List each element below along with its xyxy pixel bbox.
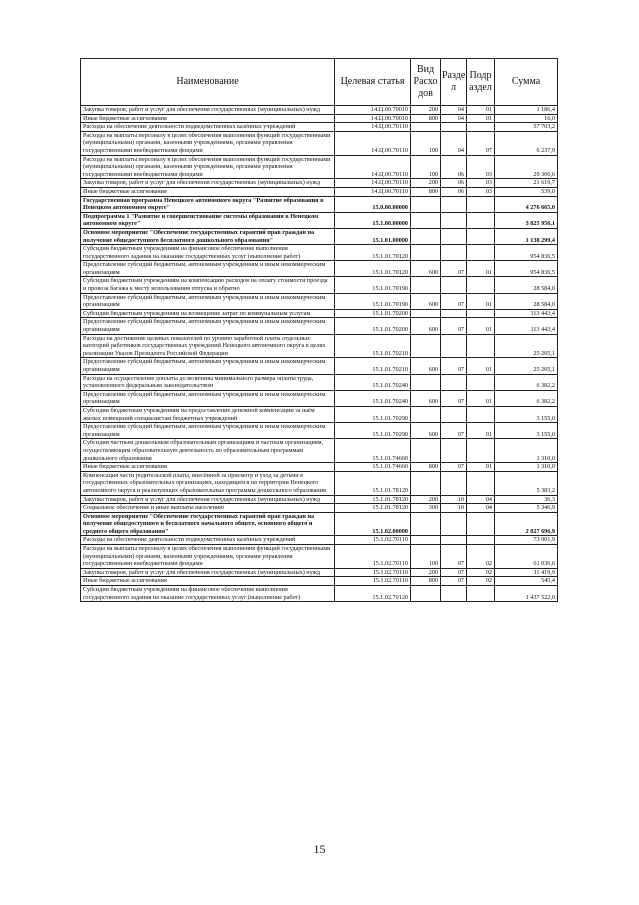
cell-podr xyxy=(467,586,495,602)
cell-sum: 1 310,0 xyxy=(495,439,558,463)
table-row xyxy=(81,123,558,132)
cell-razd xyxy=(441,277,467,293)
cell-sum: 61 036,6 xyxy=(495,545,558,569)
cell-vid: 600 xyxy=(411,293,441,309)
cell-podr xyxy=(467,309,495,318)
table-header-row xyxy=(81,59,558,106)
cell-name: Закупка товаров, работ и услуг для обеспечения государственных (муниципальных) нужд xyxy=(81,179,335,188)
cell-vid: 600 xyxy=(411,423,441,439)
cell-name: Иные бюджетные ассигнования xyxy=(81,577,335,586)
cell-podr: 01 xyxy=(467,463,495,472)
table-row xyxy=(81,196,558,212)
cell-podr: 02 xyxy=(467,545,495,569)
table-row xyxy=(81,586,558,602)
cell-razd: 04 xyxy=(441,131,467,155)
cell-razd: 07 xyxy=(441,390,467,406)
cell-podr: 01 xyxy=(467,390,495,406)
cell-vid xyxy=(411,512,441,536)
cell-razd: 07 xyxy=(441,318,467,334)
cell-razd: 07 xyxy=(441,261,467,277)
cell-razd: 07 xyxy=(441,358,467,374)
cell-sum: 73 001,9 xyxy=(495,536,558,545)
cell-code: 15.1.01.70210 xyxy=(335,334,411,358)
cell-name: Предоставление субсидий бюджетным, автономным учреждениям и иным некоммерческим организациям xyxy=(81,293,335,309)
cell-code: 15.1.01.78120 xyxy=(335,495,411,504)
cell-sum: 36,3 xyxy=(495,495,558,504)
cell-razd xyxy=(441,245,467,261)
cell-vid: 600 xyxy=(411,318,441,334)
cell-podr: 02 xyxy=(467,577,495,586)
cell-sum: 6 382,2 xyxy=(495,374,558,390)
cell-podr: 01 xyxy=(467,114,495,123)
table-row xyxy=(81,155,558,179)
cell-vid: 800 xyxy=(411,463,441,472)
cell-name: Расходы на осуществление доплаты до величины минимального размера оплаты труда, установленного федеральным законодательством xyxy=(81,374,335,390)
table-row xyxy=(81,512,558,536)
cell-razd: 07 xyxy=(441,577,467,586)
cell-razd xyxy=(441,196,467,212)
cell-razd: 06 xyxy=(441,179,467,188)
cell-name: Расходы на достижение целевых показателей по уровню заработной платы отдельных категорий работников государственных учреждений Ненецкого автономного округа в целях реализации Указов Президента Российской Федерации xyxy=(81,334,335,358)
cell-sum: 539,0 xyxy=(495,187,558,196)
cell-name: Основное мероприятие "Обеспечение государственных гарантий прав граждан на получение общедоступного бесплатного дошкольного образования" xyxy=(81,228,335,244)
cell-podr: 03 xyxy=(467,155,495,179)
cell-razd: 07 xyxy=(441,423,467,439)
table-row xyxy=(81,495,558,504)
cell-code: 14.Ц.00.70010 xyxy=(335,114,411,123)
cell-vid: 200 xyxy=(411,179,441,188)
cell-sum: 1 310,0 xyxy=(495,463,558,472)
cell-vid xyxy=(411,471,441,495)
cell-sum: 113 443,4 xyxy=(495,318,558,334)
cell-code: 15.1.02.70120 xyxy=(335,586,411,602)
table-row xyxy=(81,114,558,123)
cell-name: Субсидии бюджетным учреждениям на финансовое обеспечение выполнения государственного задания на оказание государственных услуг (выполнение работ) xyxy=(81,245,335,261)
table-row xyxy=(81,358,558,374)
cell-podr xyxy=(467,245,495,261)
cell-sum: 25 205,1 xyxy=(495,334,558,358)
cell-code: 15.1.01.70240 xyxy=(335,374,411,390)
cell-name: Закупка товаров, работ и услуг для обеспечения государственных (муниципальных) нужд xyxy=(81,106,335,115)
cell-razd: 06 xyxy=(441,155,467,179)
table-row xyxy=(81,406,558,422)
cell-name: Предоставление субсидий бюджетным, автономным учреждениям и иным некоммерческим организациям xyxy=(81,423,335,439)
cell-name: Основное мероприятие "Обеспечение государственных гарантий прав граждан на получение общедоступного и бесплатного начального общего, основного общего и среднего общего образования" xyxy=(81,512,335,536)
table-row xyxy=(81,228,558,244)
cell-code: 15.1.01.70200 xyxy=(335,318,411,334)
cell-podr xyxy=(467,536,495,545)
cell-sum: 1 138 299,4 xyxy=(495,228,558,244)
table-row xyxy=(81,463,558,472)
cell-name: Предоставление субсидий бюджетным, автономным учреждениям и иным некоммерческим организациям xyxy=(81,261,335,277)
cell-razd xyxy=(441,374,467,390)
cell-podr: 02 xyxy=(467,568,495,577)
cell-podr: 07 xyxy=(467,131,495,155)
table-body xyxy=(81,106,558,602)
cell-code: 14.Ц.00.70110 xyxy=(335,155,411,179)
cell-vid xyxy=(411,536,441,545)
cell-podr xyxy=(467,334,495,358)
cell-code: 15.1.01.70290 xyxy=(335,406,411,422)
cell-razd: 04 xyxy=(441,114,467,123)
cell-razd xyxy=(441,123,467,132)
cell-vid: 100 xyxy=(411,155,441,179)
cell-code: 14.Ц.00.70010 xyxy=(335,106,411,115)
cell-podr xyxy=(467,374,495,390)
cell-code: 15.1.02.70110 xyxy=(335,577,411,586)
cell-vid: 100 xyxy=(411,545,441,569)
cell-razd xyxy=(441,471,467,495)
header-sum: Сумма xyxy=(495,59,558,106)
cell-razd: 07 xyxy=(441,463,467,472)
cell-sum: 28 584,0 xyxy=(495,277,558,293)
table-row xyxy=(81,245,558,261)
cell-sum: 1 437 522,0 xyxy=(495,586,558,602)
cell-podr: 04 xyxy=(467,504,495,513)
cell-podr: 03 xyxy=(467,179,495,188)
cell-razd: 04 xyxy=(441,106,467,115)
cell-code: 15.1.01.00000 xyxy=(335,228,411,244)
cell-sum: 954 836,5 xyxy=(495,261,558,277)
cell-code: 14.Ц.00.70110 xyxy=(335,187,411,196)
cell-sum: 21 619,7 xyxy=(495,179,558,188)
cell-code: 15.1.01.70190 xyxy=(335,277,411,293)
cell-code: 15.1.01.70190 xyxy=(335,293,411,309)
cell-name: Предоставление субсидий бюджетным, автономным учреждениям и иным некоммерческим организациям xyxy=(81,358,335,374)
cell-sum: 5 346,9 xyxy=(495,504,558,513)
cell-sum: 16,0 xyxy=(495,114,558,123)
header-code: Целевая статья xyxy=(335,59,411,106)
cell-vid xyxy=(411,406,441,422)
cell-sum: 28 584,0 xyxy=(495,293,558,309)
header-podr: Подр аздел xyxy=(467,59,495,106)
cell-vid xyxy=(411,586,441,602)
table-row xyxy=(81,334,558,358)
cell-sum: 6 382,2 xyxy=(495,390,558,406)
cell-razd xyxy=(441,512,467,536)
table-row xyxy=(81,536,558,545)
cell-podr: 03 xyxy=(467,187,495,196)
table-row xyxy=(81,106,558,115)
cell-sum: 954 836,5 xyxy=(495,245,558,261)
cell-vid: 600 xyxy=(411,261,441,277)
table-row xyxy=(81,309,558,318)
table-row xyxy=(81,471,558,495)
cell-vid: 600 xyxy=(411,390,441,406)
cell-name: Расходы на обеспечение деятельности подведомственных казённых учреждений xyxy=(81,123,335,132)
budget-table xyxy=(80,58,558,602)
cell-code: 15.1.01.70210 xyxy=(335,358,411,374)
cell-vid xyxy=(411,123,441,132)
cell-vid: 200 xyxy=(411,568,441,577)
cell-razd xyxy=(441,586,467,602)
table-row xyxy=(81,423,558,439)
cell-razd: 10 xyxy=(441,504,467,513)
cell-sum: 29 306,6 xyxy=(495,155,558,179)
cell-code: 14.Ц.00.70110 xyxy=(335,123,411,132)
cell-sum: 11 419,9 xyxy=(495,568,558,577)
cell-code: 15.1.02.70110 xyxy=(335,536,411,545)
table-row xyxy=(81,261,558,277)
cell-name: Расходы на выплаты персоналу в целях обеспечения выполнения функций государственными (муниципальными) органами, казенными учреждениями, органами управления государственными внебюджетными фондами xyxy=(81,131,335,155)
cell-podr xyxy=(467,228,495,244)
cell-name: Расходы на выплаты персоналу в целях обеспечения выполнения функций государственными (муниципальными) органами, казенными учреждениями, органами управления государственными внебюджетными фондами xyxy=(81,155,335,179)
cell-vid xyxy=(411,439,441,463)
cell-vid xyxy=(411,212,441,228)
cell-name: Субсидии бюджетным учреждениям на компенсацию расходов на оплату стоимости проезда и провоза багажа к месту использования отпуска и обратно xyxy=(81,277,335,293)
cell-code: 15.1.02.70110 xyxy=(335,568,411,577)
cell-podr: 01 xyxy=(467,261,495,277)
cell-podr xyxy=(467,512,495,536)
cell-podr xyxy=(467,123,495,132)
header-name: Наименование xyxy=(81,59,335,106)
cell-code: 15.1.01.70120 xyxy=(335,261,411,277)
cell-code: 15.1.01.78120 xyxy=(335,504,411,513)
cell-podr: 04 xyxy=(467,495,495,504)
cell-name: Субсидии бюджетным учреждениям на возмещение затрат по коммунальным услугам xyxy=(81,309,335,318)
cell-code: 14.Ц.00.70110 xyxy=(335,179,411,188)
cell-sum: 113 443,4 xyxy=(495,309,558,318)
cell-vid xyxy=(411,245,441,261)
cell-podr xyxy=(467,212,495,228)
cell-vid: 800 xyxy=(411,114,441,123)
cell-code: 15.1.01.70200 xyxy=(335,309,411,318)
cell-code: 15.1.01.74660 xyxy=(335,439,411,463)
cell-name: Иные бюджетные ассигнования xyxy=(81,463,335,472)
table-row xyxy=(81,131,558,155)
cell-sum: 3 155,0 xyxy=(495,406,558,422)
cell-name: Компенсация части родительской платы, внесённой за присмотр и уход за детьми в государственных образовательных организациях, находящихся на территории Ненецкого автономного округа и реализующих образовательные программы дошкольного образования xyxy=(81,471,335,495)
cell-code: 15.1.01.70120 xyxy=(335,245,411,261)
cell-vid: 800 xyxy=(411,577,441,586)
table-row xyxy=(81,545,558,569)
cell-code: 15.1.01.78120 xyxy=(335,471,411,495)
cell-vid: 300 xyxy=(411,504,441,513)
table-row xyxy=(81,179,558,188)
cell-code: 15.1.01.70240 xyxy=(335,390,411,406)
header-vid: Вид Расхо дов xyxy=(411,59,441,106)
cell-razd xyxy=(441,406,467,422)
page-number: 15 xyxy=(313,842,326,856)
table-row xyxy=(81,568,558,577)
cell-name: Предоставление субсидий бюджетным, автономным учреждениям и иным некоммерческим организациям xyxy=(81,318,335,334)
cell-vid xyxy=(411,374,441,390)
table-row xyxy=(81,212,558,228)
cell-name: Иные бюджетные ассигнования xyxy=(81,187,335,196)
cell-vid xyxy=(411,309,441,318)
cell-code: 15.1.02.00000 xyxy=(335,512,411,536)
cell-name: Закупка товаров, работ и услуг для обеспечения государственных (муниципальных) нужд xyxy=(81,568,335,577)
cell-sum: 25 205,1 xyxy=(495,358,558,374)
cell-podr xyxy=(467,471,495,495)
cell-razd: 07 xyxy=(441,568,467,577)
cell-name: Предоставление субсидий бюджетным, автономным учреждениям и иным некоммерческим организациям xyxy=(81,390,335,406)
cell-name: Расходы на обеспечение деятельности подведомственных казённых учреждений xyxy=(81,536,335,545)
cell-vid: 600 xyxy=(411,358,441,374)
cell-razd xyxy=(441,309,467,318)
cell-vid: 200 xyxy=(411,106,441,115)
cell-vid: 200 xyxy=(411,495,441,504)
cell-name: Государственная программа Ненецкого автономного округа "Развитие образования в Ненецком автономном округе" xyxy=(81,196,335,212)
cell-razd xyxy=(441,228,467,244)
cell-sum: 4 276 665,0 xyxy=(495,196,558,212)
cell-name: Социальное обеспечение и иные выплаты населению xyxy=(81,504,335,513)
cell-sum: 1 186,4 xyxy=(495,106,558,115)
cell-razd xyxy=(441,439,467,463)
cell-podr xyxy=(467,196,495,212)
cell-name: Субсидии бюджетным учреждениям на предоставление денежной компенсации за наём жилых помещений специалистам бюджетных учреждений xyxy=(81,406,335,422)
cell-razd xyxy=(441,212,467,228)
cell-vid: 800 xyxy=(411,187,441,196)
cell-podr xyxy=(467,439,495,463)
cell-sum: 2 027 696,9 xyxy=(495,512,558,536)
cell-podr: 01 xyxy=(467,293,495,309)
table-row xyxy=(81,390,558,406)
cell-name: Расходы на выплаты персоналу в целях обеспечения выполнения функций государственными (муниципальными) органами, казенными учреждениями, органами управления государственными внебюджетными фондами xyxy=(81,545,335,569)
cell-podr: 01 xyxy=(467,423,495,439)
cell-sum: 5 383,2 xyxy=(495,471,558,495)
cell-razd: 10 xyxy=(441,495,467,504)
cell-name: Субсидии бюджетным учреждениям на финансовое обеспечение выполнения государственного задания на оказание государственных услуг (выполнение работ) xyxy=(81,586,335,602)
table-row xyxy=(81,374,558,390)
header-razd: Разде л xyxy=(441,59,467,106)
table-row xyxy=(81,504,558,513)
cell-sum: 6 237,9 xyxy=(495,131,558,155)
cell-vid xyxy=(411,196,441,212)
cell-razd xyxy=(441,334,467,358)
cell-name: Закупка товаров, работ и услуг для обеспечения государственных (муниципальных) нужд xyxy=(81,495,335,504)
table-row xyxy=(81,439,558,463)
cell-sum: 3 825 956,1 xyxy=(495,212,558,228)
table-row xyxy=(81,293,558,309)
table-row xyxy=(81,277,558,293)
cell-code: 14.Ц.00.70110 xyxy=(335,131,411,155)
cell-sum: 545,4 xyxy=(495,577,558,586)
cell-name: Иные бюджетные ассигнования xyxy=(81,114,335,123)
cell-razd: 07 xyxy=(441,293,467,309)
cell-name: Подпрограмма 1 "Развитие и совершенствование системы образования в Ненецком автономном округе" xyxy=(81,212,335,228)
cell-podr xyxy=(467,406,495,422)
cell-podr: 01 xyxy=(467,358,495,374)
cell-razd: 07 xyxy=(441,545,467,569)
cell-podr: 01 xyxy=(467,106,495,115)
cell-vid: 100 xyxy=(411,131,441,155)
cell-code: 15.1.01.70290 xyxy=(335,423,411,439)
cell-code: 15.1.01.74660 xyxy=(335,463,411,472)
table-row xyxy=(81,187,558,196)
cell-razd: 06 xyxy=(441,187,467,196)
cell-code: 15.1.02.70110 xyxy=(335,545,411,569)
table-row xyxy=(81,318,558,334)
table-row xyxy=(81,577,558,586)
cell-code: 15.0.00.00000 xyxy=(335,196,411,212)
cell-sum: 3 155,0 xyxy=(495,423,558,439)
cell-podr: 01 xyxy=(467,318,495,334)
cell-sum: 57 703,2 xyxy=(495,123,558,132)
cell-name: Субсидии частным дошкольным образовательным организациям и частным организациям, осуществляющим образовательную деятельность по образовательным программам дошкольного образования xyxy=(81,439,335,463)
cell-vid xyxy=(411,277,441,293)
cell-vid xyxy=(411,228,441,244)
cell-vid xyxy=(411,334,441,358)
cell-razd xyxy=(441,536,467,545)
cell-code: 15.1.00.00000 xyxy=(335,212,411,228)
cell-podr xyxy=(467,277,495,293)
